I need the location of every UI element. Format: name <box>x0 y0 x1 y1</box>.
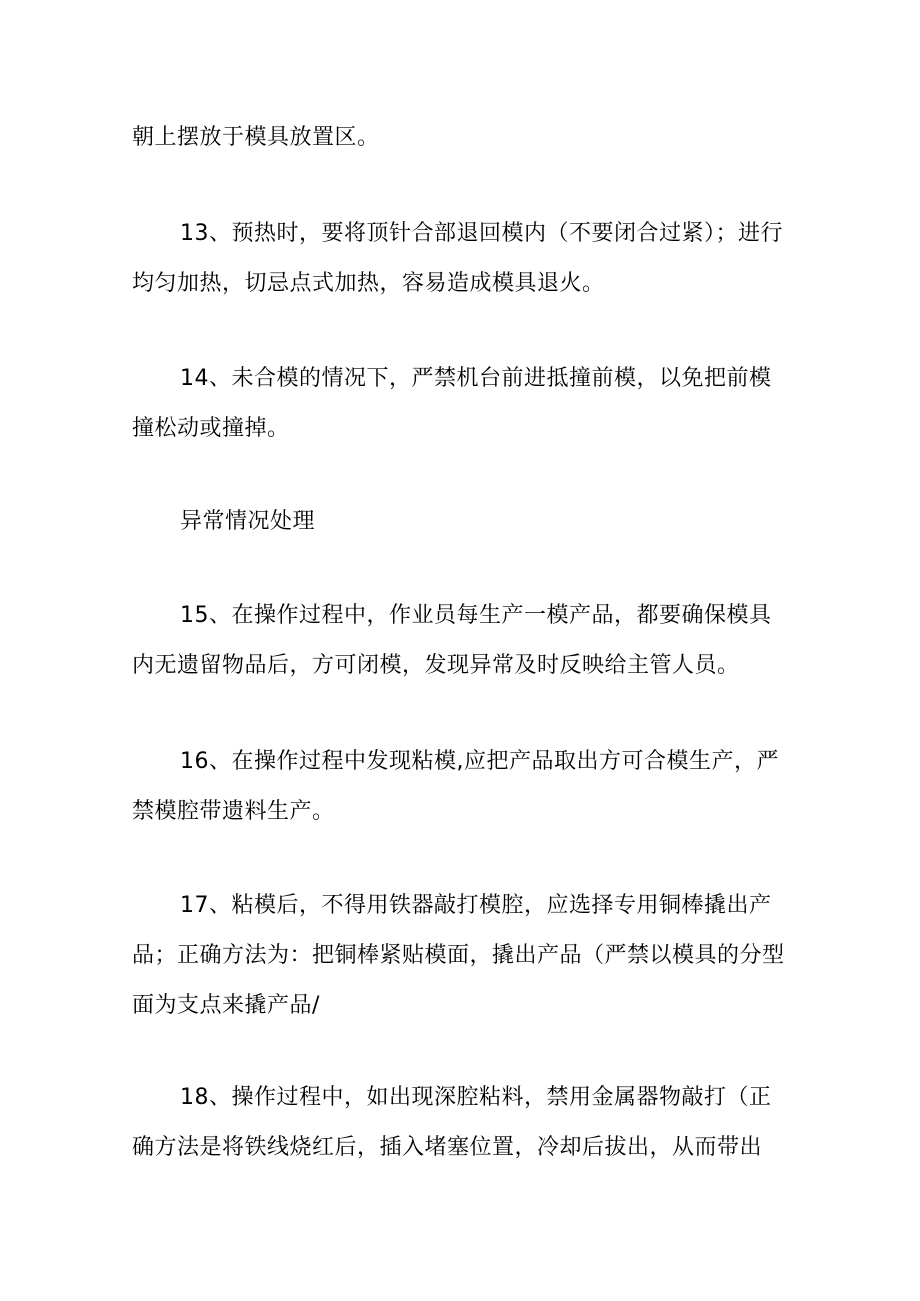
paragraph-item-13: 13、预热时，要将顶针合部退回模内（不要闭合过紧）；进行均匀加热，切忌点式加热，容易造成模具退火。 <box>132 221 783 296</box>
section-heading: 异常情况处理 <box>180 509 316 534</box>
paragraph-item-14: 14、未合模的情况下，严禁机台前进抵撞前模，以免把前模撞松动或撞掉。 <box>132 366 772 441</box>
paragraph-continuation: 朝上摆放于模具放置区。 <box>132 125 380 150</box>
paragraph-item-15: 15、在操作过程中，作业员每生产一模产品，都要确保模具内无遗留物品后，方可闭模，发现异常及时反映给主管人员。 <box>132 603 772 678</box>
paragraph-item-16: 16、在操作过程中发现粘模,应把产品取出方可合模生产，严禁模腔带遗料生产。 <box>132 749 779 824</box>
paragraph-item-17: 17、粘模后，不得用铁器敲打模腔，应选择专用铜棒撬出产品；正确方法为：把铜棒紧贴模面，撬出产品（严禁以模具的分型面为支点来撬产品/ <box>132 893 785 1018</box>
paragraph-item-18: 18、操作过程中，如出现深腔粘料，禁用金属器物敲打（正确方法是将铁线烧红后，插入堵塞位置，冷却后拔出，从而带出 <box>132 1085 772 1160</box>
